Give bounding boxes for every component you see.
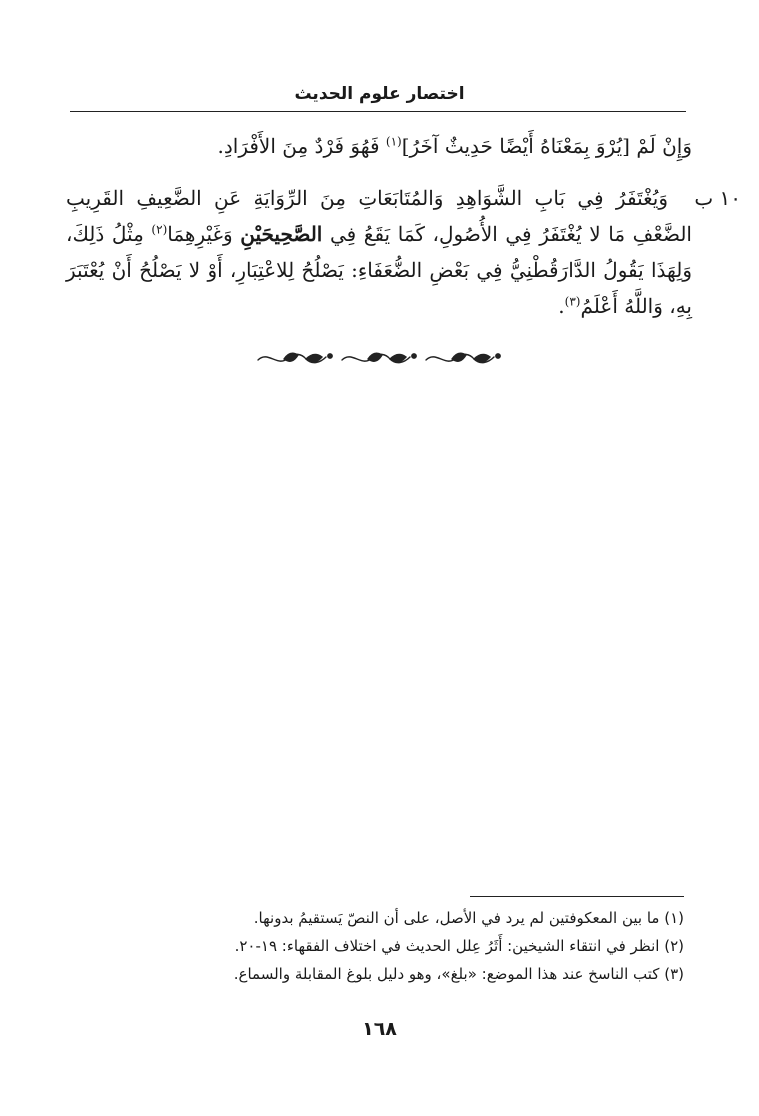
footnote-ref-1[interactable]: (١) (385, 134, 402, 149)
ornament-motif-2 (342, 353, 416, 362)
running-header-title: اختصار علوم الحديث (294, 84, 465, 104)
floral-divider-icon (254, 344, 504, 374)
footnotes-section (150, 904, 684, 988)
paragraph-1-text-a: وَإِنْ لَمْ [يُرْوَ بِمَعْنَاهُ أَيْضًا حَدِيثٌ آخَرُ] (401, 134, 692, 158)
footnote-1 (150, 904, 684, 932)
footnote-ref-3[interactable]: (٣) (564, 294, 581, 309)
footnote-text: كتب الناسخ عند هذا الموضع: «بلغ»، وهو دليل بلوغ المقابلة والسماع. (233, 965, 660, 983)
paragraph-2-text-a: وَيُغْتَفَرُ فِي بَابِ الشَّوَاهِدِ وَالمُتَابَعَاتِ مِنَ الرِّوَايَةِ عَنِ الضَّعِيفِ القَرِيبِ الضَّعْفِ مَا لا يُغْتَفَرُ فِي الأُصُولِ، كَمَا يَقَعُ فِي (66, 186, 692, 246)
ornament-motif-1 (258, 353, 332, 362)
paragraph-2 (66, 180, 692, 324)
footnote-3 (150, 960, 684, 988)
footnote-marker: (٣) (664, 965, 684, 983)
footnote-text: ما بين المعكوفتين لم يرد في الأصل، على أن النصّ يَستقيمُ بدونها. (253, 909, 660, 927)
footnote-ref-2[interactable]: (٢) (151, 222, 168, 237)
paragraph-2-text-d: . (558, 294, 565, 318)
header-divider (70, 111, 686, 112)
footnote-marker: (١) (664, 909, 684, 927)
footnote-2 (150, 932, 684, 960)
paragraph-2-text-c: مِثْلُ ذَلِكَ، وَلِهَذَا يَقُولُ الدَّارَقُطْنِيُّ فِي بَعْضِ الضُّعَفَاءِ: يَصْلُحُ لِلاعْتِبَارِ، أَوْ لا يَصْلُحُ أَنْ يُعْتَبَرَ بِهِ، وَاللَّهُ أَعْلَمُ (66, 222, 692, 318)
paragraph-1-text-b: فَهُوَ فَرْدٌ مِنَ الأَفْرَادِ. (217, 134, 386, 158)
paragraph-2-bold-term: الصَّحِيحَيْنِ (240, 222, 323, 246)
footnote-marker: (٢) (664, 937, 684, 955)
paragraph-1 (66, 128, 692, 164)
footnote-divider (470, 896, 684, 897)
page-number: ١٦٨ (362, 1018, 397, 1040)
footnote-text: انظر في انتقاء الشيخين: أَثَرُ عِلل الحديث في اختلاف الفقهاء: ١٩-٢٠. (234, 937, 660, 955)
paragraph-2-text-b: وَغَيْرِهِمَا (167, 222, 241, 246)
margin-folio-note: ١٠ ب (694, 186, 741, 210)
ornament-motif-3 (426, 353, 500, 362)
